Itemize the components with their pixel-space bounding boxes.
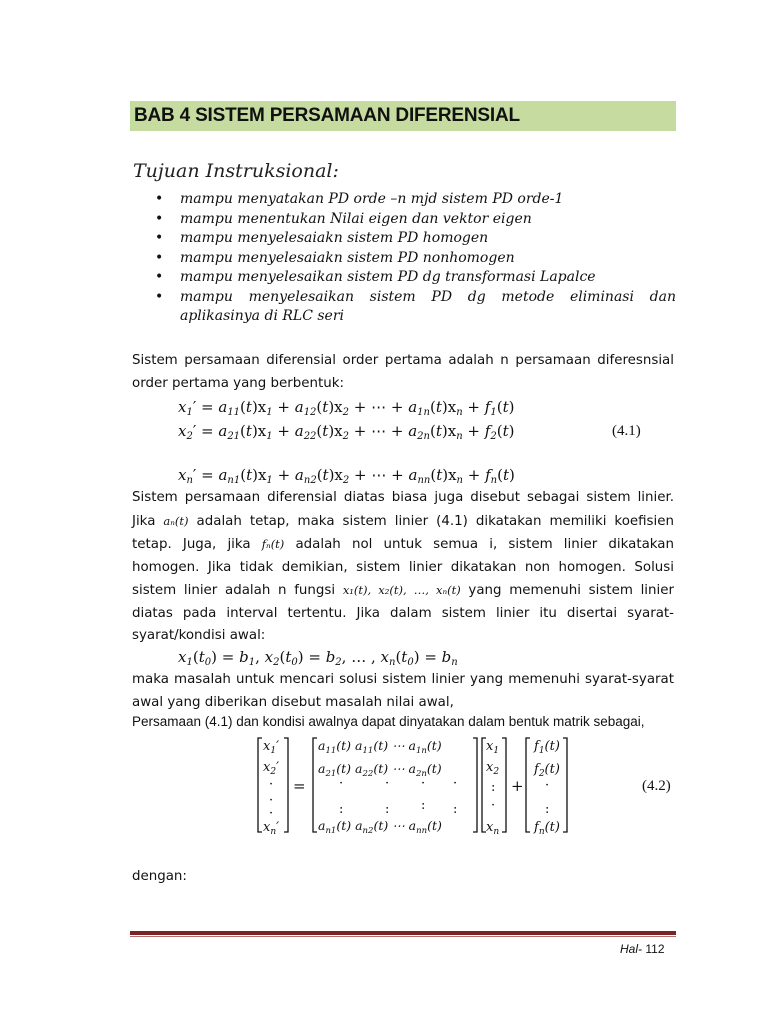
svg-text:x2′: $x_2'$ bbox=[263, 760, 280, 777]
svg-text:·: · bbox=[269, 806, 274, 821]
objective-item: • mampu menyelesaiakn sistem PD nonhomogen bbox=[150, 249, 676, 269]
bullet-icon: • bbox=[155, 230, 164, 246]
chapter-title: BAB 4 SISTEM PERSAMAAN DIFERENSIAL bbox=[134, 105, 520, 126]
page-number: Hal- 112 bbox=[620, 942, 665, 956]
equation-xn: $x_n' = a_{n1}(t)x_1 + a_{n2}(t)x_2$ + ⋯ + $a_{nn}(t)x_n + f_n(t)$ bbox=[178, 466, 515, 486]
text-line: syarat/kondisi awal: bbox=[132, 628, 266, 643]
text-line: Jika aₙ(t) adalah tetap, maka sistem linier (4.1) dikatakan memiliki koefisien bbox=[132, 513, 674, 529]
objective-item: • mampu menyelesaiakn sistem PD homogen bbox=[150, 229, 676, 249]
text-line: diatas pada interval tertentu. Jika dalam sistem linier itu disertai syarat- bbox=[132, 605, 674, 621]
inline-formula: x₁(t), x₂(t), …, xₙ(t) bbox=[342, 583, 461, 597]
matrix-intro: Persamaan (4.1) dan kondisi awalnya dapat dinyatakan dalam bentuk matrik sebagai, bbox=[132, 714, 645, 729]
after-conditions-paragraph bbox=[132, 669, 674, 714]
svg-text:fn(t): $f_n(t)$ bbox=[534, 820, 560, 835]
svg-text:x1′: $x_1'$ bbox=[263, 739, 280, 756]
svg-text:x1: $x_1$ bbox=[486, 739, 500, 756]
svg-text:x2: $x_2$ bbox=[486, 760, 500, 777]
equation-x2: $x_2' = a_{21}(t)x_1 + a_{22}(t)x_2$ + ⋯ + $a_{2n}(t)x_n + f_2(t)$ bbox=[178, 422, 515, 442]
intro-paragraph bbox=[132, 350, 674, 395]
svg-text:xn′: $x_n'$ bbox=[263, 820, 280, 835]
svg-text:·: · bbox=[453, 776, 458, 791]
text-line: maka masalah untuk mencari solusi sistem linier yang memenuhi syarat-syarat bbox=[132, 672, 674, 687]
svg-text:·: · bbox=[491, 798, 496, 813]
svg-text:·: · bbox=[545, 778, 550, 793]
svg-text:·: · bbox=[339, 776, 344, 791]
text-line: tetap. Juga, jika fₙ(t) adalah nol untuk semua i, sistem linier dikatakan bbox=[132, 537, 674, 552]
svg-text::: : bbox=[491, 780, 496, 795]
objective-item-continued: aplikasinya di RLC seri bbox=[180, 308, 345, 324]
equation-number: (4.2) bbox=[642, 778, 671, 794]
objective-item: • mampu menyatakan PD orde –n mjd sistem PD orde-1 bbox=[150, 190, 676, 210]
svg-text:+: + bbox=[511, 777, 524, 795]
svg-text:xn: $x_n$ bbox=[486, 820, 500, 835]
svg-text:f2(t): $f_2(t)$ bbox=[534, 762, 560, 779]
svg-text:·: · bbox=[269, 777, 274, 792]
footer-rule bbox=[130, 931, 676, 935]
closing-text bbox=[132, 866, 674, 889]
svg-text:f1(t): $f_1(t)$ bbox=[534, 739, 560, 756]
inline-formula: fₙ(t) bbox=[261, 537, 285, 551]
initial-conditions: $x_1(t_0) = b_1$, $x_2(t_0) = b_2$, … , $x_n(t_0) = b_n$ bbox=[178, 648, 458, 668]
text-line: order pertama yang berbentuk: bbox=[132, 375, 345, 391]
equation-x1: $x_1' = a_{11}(t)x_1 + a_{12}(t)x_2$ + ⋯ + $a_{1n}(t)x_n + f_1(t)$ bbox=[178, 398, 515, 418]
svg-text:a11(t) a11(t) ⋯ a1n(t): $a_{11}(t)$ $a_{11}(t)$ ⋯ $a_{1n}(t)$ bbox=[318, 738, 442, 756]
chapter-banner bbox=[130, 101, 676, 131]
svg-text::: : bbox=[339, 802, 344, 817]
svg-text:an1(t) an2(t) ⋯ ann(t): $a_{n1}(t)$ $a_{n2}(t)$ ⋯ $a_{nn}(t)$ bbox=[318, 818, 442, 835]
svg-text:·: · bbox=[385, 776, 390, 791]
bullet-icon: • bbox=[155, 288, 164, 305]
svg-text::: : bbox=[421, 798, 426, 813]
bullet-icon: • bbox=[155, 249, 164, 266]
text-line: sistem linier adalah n fungsi x₁(t), x₂(t), …, xₙ(t) yang memenuhi sistem linier bbox=[132, 583, 674, 598]
svg-text:·: · bbox=[269, 793, 274, 808]
text-line: homogen. Jika tidak demikian, sistem linier dikatakan non homogen. Solusi bbox=[132, 559, 674, 575]
svg-text::: : bbox=[545, 802, 550, 817]
objective-item: • mampu menyelesaikan sistem PD dg metode eliminasi dan bbox=[150, 288, 676, 308]
objectives-heading: Tujuan Instruksional: bbox=[133, 160, 339, 182]
svg-text:a21(t) a22(t) ⋯ a2n(t): $a_{21}(t)$ $a_{22}(t)$ ⋯ $a_{2n}(t)$ bbox=[318, 761, 442, 779]
text-line: Sistem persamaan diferensial diatas biasa juga disebut sebagai sistem linier. bbox=[132, 490, 674, 505]
matrix-equation bbox=[255, 735, 585, 835]
objectives-list bbox=[150, 190, 676, 327]
footer-rule-thin bbox=[130, 936, 676, 937]
text-line: dengan: bbox=[132, 869, 187, 884]
bullet-icon: • bbox=[155, 191, 164, 207]
text-line: awal yang diberikan disebut masalah nilai awal, bbox=[132, 694, 454, 710]
svg-text::: : bbox=[453, 802, 458, 817]
text-line: Sistem persamaan diferensial order pertama adalah n persamaan diferesnsial bbox=[132, 353, 674, 368]
svg-text:·: · bbox=[421, 776, 426, 791]
svg-text::: : bbox=[385, 802, 390, 817]
inline-formula: aₙ(t) bbox=[163, 513, 189, 528]
objective-item: • mampu menyelesaikan sistem PD dg transformasi Lapalce bbox=[150, 268, 676, 288]
bullet-icon: • bbox=[155, 210, 164, 227]
bullet-icon: • bbox=[155, 269, 164, 285]
svg-text:=: = bbox=[293, 777, 306, 795]
equation-number: (4.1) bbox=[612, 423, 641, 439]
objective-item: • mampu menentukan Nilai eigen dan vektor eigen bbox=[150, 210, 676, 230]
body-paragraph bbox=[132, 487, 674, 648]
